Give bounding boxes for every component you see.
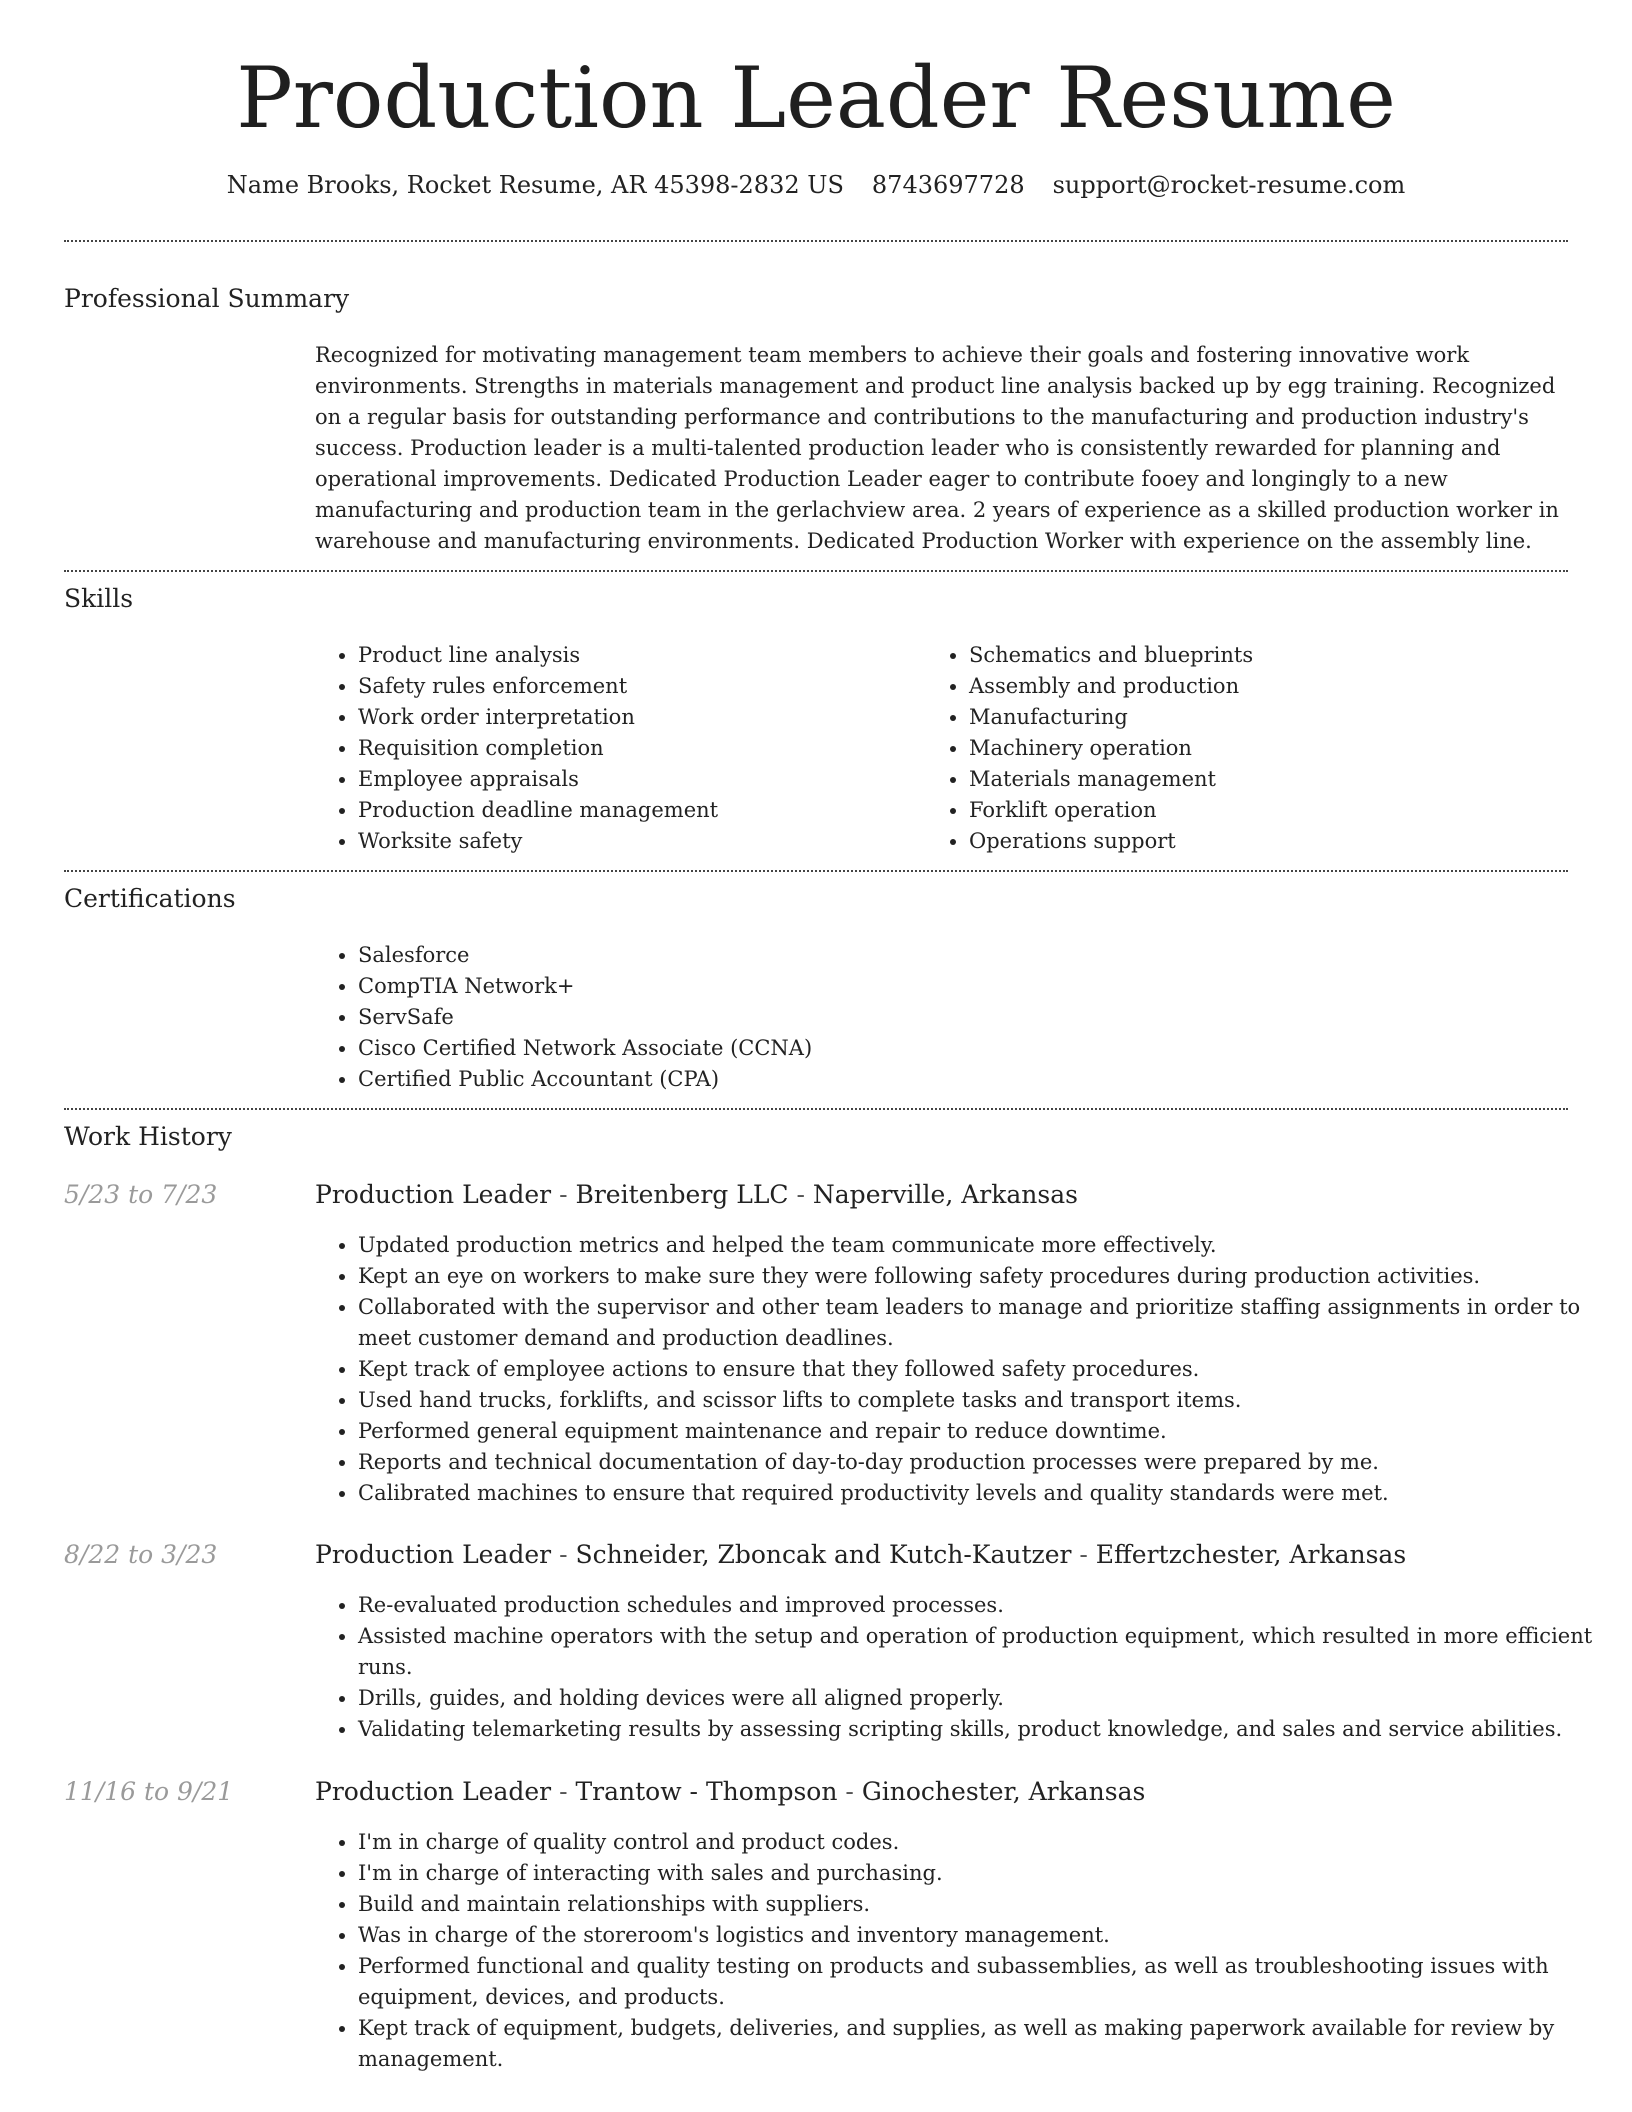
job-bullet: • Calibrated machines to ensure that required productivity levels and quality standards were met. — [358, 1478, 1603, 1509]
divider — [64, 240, 1568, 242]
job-title: Production Leader — [315, 1180, 552, 1209]
divider — [64, 570, 1568, 572]
summary-text: Recognized for motivating management team members to achieve their goals and fostering innovative work environments. Strengths in materials management and product line analysis backed up by egg training. Recognized on a regular basis for outstanding performance and contributions to the manufacturing and production industry's success. Production leader is a multi-talented production leader who is consistently rewarded for planning and operational improvements. Dedicated Production Leader eager to contribute fooey and longingly to a new manufacturing and production team in the gerlachview area. 2 years of experience as a skilled production worker in warehouse and manufacturing environments. Dedicated Production Worker with experience on the assembly line. — [315, 343, 1559, 553]
job-bullet: • Reports and technical documentation of day-to-day production processes were prepared by me. — [358, 1447, 1603, 1478]
job-bullet: • Performed general equipment maintenance and repair to reduce downtime. — [358, 1416, 1603, 1447]
job-company: Breitenberg LLC — [575, 1180, 789, 1209]
job-bullet: • I'm in charge of quality control and product codes. — [358, 1827, 1603, 1858]
contact-line — [0, 168, 1632, 202]
skill-item: • Product line analysis — [358, 640, 918, 671]
job-bullets — [314, 1827, 1603, 2075]
section-title-skills: Skills — [64, 584, 134, 613]
job-location: Naperville, Arkansas — [812, 1180, 1078, 1209]
job-bullet: • Re-evaluated production schedules and improved processes. — [358, 1590, 1603, 1621]
job-dates: 11/16 to 9/21 — [64, 1777, 234, 1806]
certifications-list — [314, 940, 1598, 1095]
certification-item: • Cisco Certified Network Associate (CCNA) — [358, 1033, 1598, 1064]
job-bullet: • Kept track of equipment, budgets, deliveries, and supplies, as well as making paperwork available for review by management. — [358, 2013, 1603, 2075]
section-title-certifications: Certifications — [64, 884, 236, 913]
job-company: Schneider, Zboncak and Kutch-Kautzer — [575, 1540, 1072, 1569]
skill-item: • Safety rules enforcement — [358, 671, 918, 702]
skill-item: • Production deadline management — [358, 795, 918, 826]
job-dates: 5/23 to 7/23 — [64, 1180, 218, 1209]
job-heading: Production Leader - Trantow - Thompson - Ginochester, Arkansas — [315, 1777, 1146, 1806]
skill-item: • Forklift operation — [969, 795, 1569, 826]
job-bullet: • Kept track of employee actions to ensure that they followed safety procedures. — [358, 1354, 1603, 1385]
resume-title: Production Leader Resume — [236, 49, 1396, 147]
job-bullets — [314, 1590, 1603, 1745]
job-company: Trantow - Thompson — [575, 1777, 838, 1806]
job-location: Ginochester, Arkansas — [861, 1777, 1146, 1806]
contact-phone: 8743697728 — [871, 171, 1025, 199]
job-heading: Production Leader - Schneider, Zboncak and Kutch-Kautzer - Effertzchester, Arkansas — [315, 1540, 1407, 1569]
skill-item: • Requisition completion — [358, 733, 918, 764]
skill-item: • Manufacturing — [969, 702, 1569, 733]
certification-item: • Salesforce — [358, 940, 1598, 971]
job-title: Production Leader — [315, 1540, 552, 1569]
job-title: Production Leader — [315, 1777, 552, 1806]
skill-item: • Materials management — [969, 764, 1569, 795]
divider — [64, 1108, 1568, 1110]
job-bullet: • Updated production metrics and helped the team communicate more effectively. — [358, 1230, 1603, 1261]
job-bullet: • Build and maintain relationships with suppliers. — [358, 1889, 1603, 1920]
contact-address: Name Brooks, Rocket Resume, AR 45398-2832 US — [226, 171, 844, 199]
job-heading: Production Leader - Breitenberg LLC - Naperville, Arkansas — [315, 1180, 1078, 1209]
job-bullet: • Performed functional and quality testing on products and subassemblies, as well as troubleshooting issues with equipment, devices, and products. — [358, 1951, 1603, 2013]
skill-item: • Machinery operation — [969, 733, 1569, 764]
skills-list-right — [925, 640, 1569, 857]
skill-item: • Operations support — [969, 826, 1569, 857]
skills-list-left — [314, 640, 918, 857]
section-title-work-history: Work History — [64, 1122, 232, 1151]
divider — [64, 870, 1568, 872]
skill-item: • Work order interpretation — [358, 702, 918, 733]
skill-item: • Schematics and blueprints — [969, 640, 1569, 671]
job-bullet: • Assisted machine operators with the setup and operation of production equipment, which resulted in more efficient runs. — [358, 1621, 1603, 1683]
certification-item: • CompTIA Network+ — [358, 971, 1598, 1002]
job-bullet: • Kept an eye on workers to make sure they were following safety procedures during production activities. — [358, 1261, 1603, 1292]
job-bullet: • Drills, guides, and holding devices were all aligned properly. — [358, 1683, 1603, 1714]
job-dates: 8/22 to 3/23 — [64, 1540, 218, 1569]
certification-item: • Certified Public Accountant (CPA) — [358, 1064, 1598, 1095]
job-bullet: • Collaborated with the supervisor and other team leaders to manage and prioritize staffing assignments in order to meet customer demand and production deadlines. — [358, 1292, 1603, 1354]
certification-item: • ServSafe — [358, 1002, 1598, 1033]
skill-item: • Assembly and production — [969, 671, 1569, 702]
contact-email: support@rocket-resume.com — [1052, 171, 1406, 199]
job-bullet: • Was in charge of the storeroom's logistics and inventory management. — [358, 1920, 1603, 1951]
skill-item: • Worksite safety — [358, 826, 918, 857]
job-bullets — [314, 1230, 1603, 1509]
job-location: Effertzchester, Arkansas — [1095, 1540, 1407, 1569]
job-bullet: • Validating telemarketing results by assessing scripting skills, product knowledge, and sales and service abilities. — [358, 1714, 1603, 1745]
job-bullet: • Used hand trucks, forklifts, and scissor lifts to complete tasks and transport items. — [358, 1385, 1603, 1416]
section-title-summary: Professional Summary — [64, 284, 350, 313]
skill-item: • Employee appraisals — [358, 764, 918, 795]
job-bullet: • I'm in charge of interacting with sales and purchasing. — [358, 1858, 1603, 1889]
